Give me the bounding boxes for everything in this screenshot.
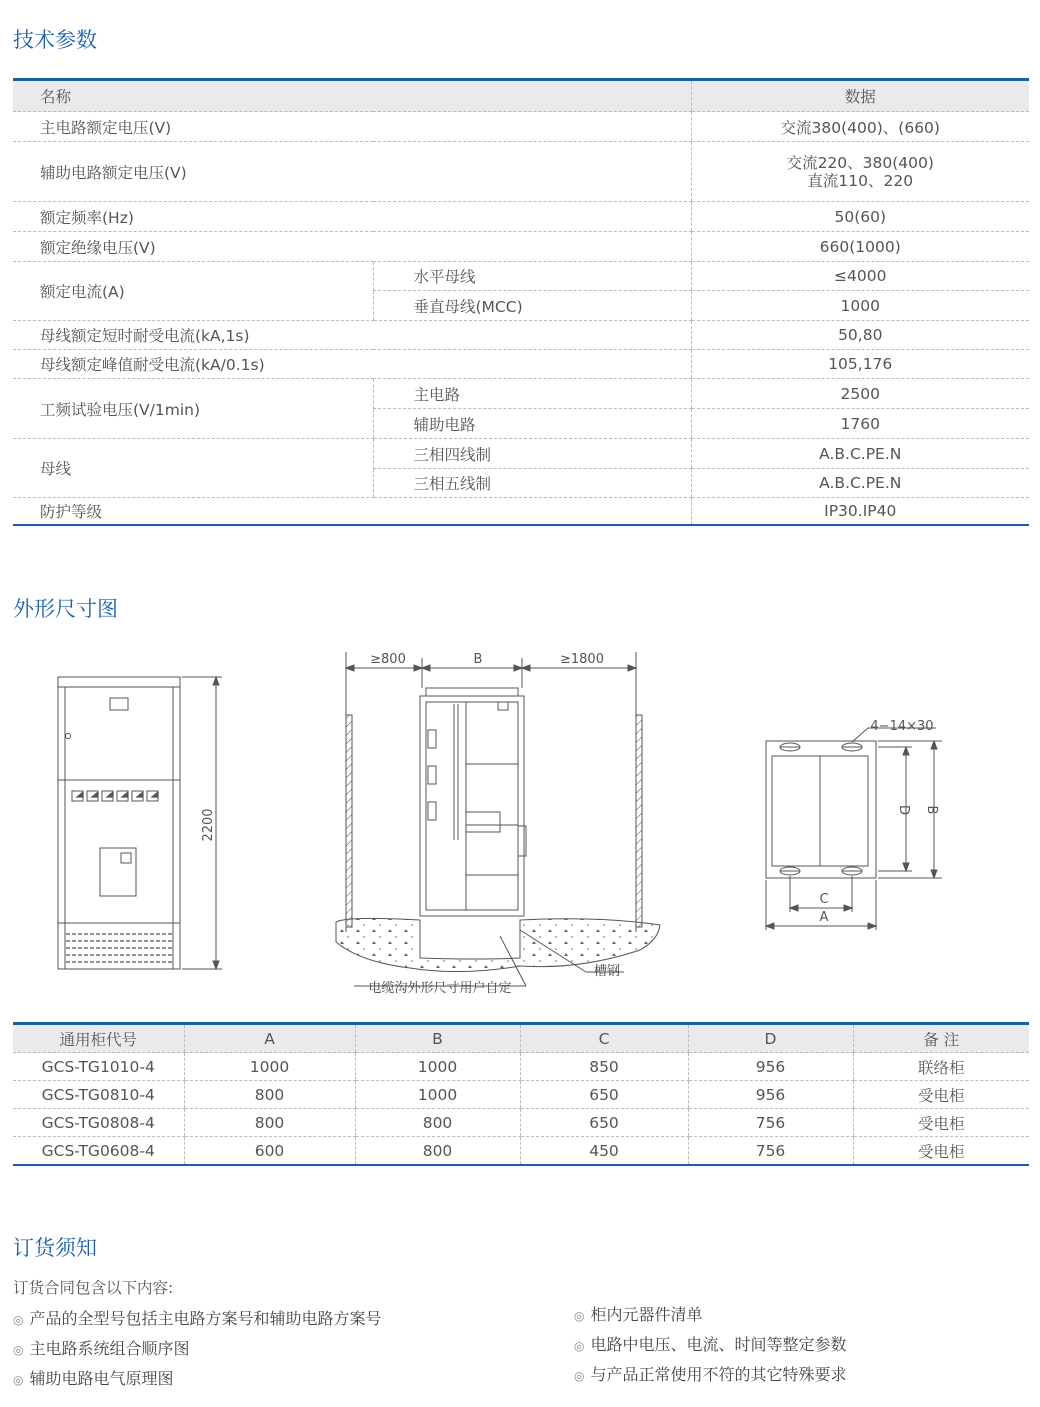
list-item-text: 柜内元器件清单 bbox=[590, 1305, 703, 1324]
cell: 受电柜 bbox=[853, 1137, 1029, 1166]
list-item-text: 辅助电路电气原理图 bbox=[29, 1369, 174, 1388]
table-row bbox=[13, 232, 1029, 262]
spec-value-ac: 交流220、380(400) bbox=[786, 153, 934, 172]
col-header: 通用柜代号 bbox=[13, 1025, 184, 1053]
spec-name: 母线 bbox=[13, 439, 373, 498]
spec-sub-label: 三相五线制 bbox=[373, 469, 691, 498]
col-header: 备 注 bbox=[853, 1025, 1029, 1053]
cell: 1000 bbox=[184, 1053, 355, 1081]
bullet-icon: ◎ bbox=[13, 1313, 24, 1327]
order-intro: 订货合同包含以下内容: bbox=[13, 1279, 174, 1297]
dim-d-label: D bbox=[896, 804, 911, 816]
cell: GCS-TG1010-4 bbox=[13, 1053, 184, 1081]
col-header: D bbox=[688, 1025, 853, 1053]
spec-value: A.B.C.PE.N bbox=[691, 469, 1029, 498]
list-item bbox=[13, 1336, 190, 1359]
cell: 1000 bbox=[355, 1081, 520, 1109]
dim-c-label: C bbox=[819, 892, 829, 907]
table-row bbox=[13, 439, 1029, 469]
spec-name: 辅助电路额定电压(V) bbox=[13, 142, 691, 202]
col-header: B bbox=[355, 1025, 520, 1053]
table-row bbox=[13, 1053, 1029, 1081]
list-item bbox=[13, 1366, 174, 1389]
spec-value bbox=[691, 142, 1029, 202]
cell: 450 bbox=[520, 1137, 688, 1166]
cell: 800 bbox=[355, 1137, 520, 1166]
cell: 600 bbox=[184, 1137, 355, 1166]
list-item-text: 产品的全型号包括主电路方案号和辅助电路方案号 bbox=[29, 1309, 382, 1328]
table-row bbox=[13, 142, 1029, 202]
section-title-specs: 技术参数 bbox=[13, 28, 97, 52]
section-title-order: 订货须知 bbox=[13, 1236, 97, 1260]
list-item-text: 与产品正常使用不符的其它特殊要求 bbox=[590, 1365, 847, 1384]
dim-b-label: B bbox=[924, 805, 939, 815]
cell: 956 bbox=[688, 1053, 853, 1081]
spec-name: 额定电流(A) bbox=[13, 262, 373, 321]
spec-name: 防护等级 bbox=[13, 498, 691, 525]
cell: GCS-TG0808-4 bbox=[13, 1109, 184, 1137]
cell: 650 bbox=[520, 1109, 688, 1137]
cabinet-side-view bbox=[336, 652, 660, 972]
list-item bbox=[574, 1302, 703, 1325]
table-row bbox=[13, 379, 1029, 409]
spec-header-name: 名称 bbox=[13, 81, 691, 112]
spec-name: 母线额定短时耐受电流(kA,1s) bbox=[13, 321, 691, 350]
bullet-icon: ◎ bbox=[13, 1373, 24, 1387]
spec-value: A.B.C.PE.N bbox=[691, 439, 1029, 469]
cell: 1000 bbox=[355, 1053, 520, 1081]
cell: 956 bbox=[688, 1081, 853, 1109]
table-row bbox=[13, 112, 1029, 142]
cabinet-plan-view bbox=[766, 728, 942, 930]
cell: 受电柜 bbox=[853, 1081, 1029, 1109]
cell: 联络柜 bbox=[853, 1053, 1029, 1081]
spec-value: 105,176 bbox=[691, 350, 1029, 379]
channel-steel-label: 槽钢 bbox=[594, 964, 621, 979]
spec-name: 母线额定峰值耐受电流(kA/0.1s) bbox=[13, 350, 691, 379]
table-row bbox=[13, 350, 1029, 379]
left-clearance-label: ≥800 bbox=[370, 652, 406, 667]
bullet-icon: ◎ bbox=[13, 1343, 24, 1357]
cell: 800 bbox=[184, 1109, 355, 1137]
bullet-icon: ◎ bbox=[574, 1339, 585, 1353]
right-clearance-label: ≥1800 bbox=[560, 652, 604, 667]
table-row bbox=[13, 1137, 1029, 1166]
dimension-drawing bbox=[0, 640, 1040, 1020]
cell: GCS-TG0810-4 bbox=[13, 1081, 184, 1109]
spec-name: 额定绝缘电压(V) bbox=[13, 232, 691, 262]
table-row bbox=[13, 498, 1029, 525]
cabinet-front-view bbox=[58, 677, 222, 969]
spec-name: 额定频率(Hz) bbox=[13, 202, 691, 232]
spec-value: 交流380(400)、(660) bbox=[691, 112, 1029, 142]
col-header: C bbox=[520, 1025, 688, 1053]
spec-sub-label: 水平母线 bbox=[373, 262, 691, 291]
col-header: A bbox=[184, 1025, 355, 1053]
cell: 850 bbox=[520, 1053, 688, 1081]
spec-value: 1760 bbox=[691, 409, 1029, 439]
dim-a-label: A bbox=[819, 910, 829, 925]
table-row bbox=[13, 262, 1029, 291]
spec-value: 50(60) bbox=[691, 202, 1029, 232]
spec-value: ≤4000 bbox=[691, 262, 1029, 291]
cell: 756 bbox=[688, 1109, 853, 1137]
spec-value: 660(1000) bbox=[691, 232, 1029, 262]
spec-value: 50,80 bbox=[691, 321, 1029, 350]
cell: 800 bbox=[355, 1109, 520, 1137]
spec-sub-label: 主电路 bbox=[373, 379, 691, 409]
table-row bbox=[13, 1081, 1029, 1109]
table-row bbox=[13, 202, 1029, 232]
dimensions-table bbox=[13, 1025, 1029, 1166]
list-item bbox=[13, 1306, 382, 1329]
spec-name: 工频试验电压(V/1min) bbox=[13, 379, 373, 439]
list-item bbox=[574, 1332, 847, 1355]
spec-sub-label: 辅助电路 bbox=[373, 409, 691, 439]
spec-value: 1000 bbox=[691, 291, 1029, 321]
cell: GCS-TG0608-4 bbox=[13, 1137, 184, 1166]
table-row bbox=[13, 1109, 1029, 1137]
spec-value-dc: 直流110、220 bbox=[807, 171, 914, 190]
width-b-label: B bbox=[473, 652, 483, 667]
bullet-icon: ◎ bbox=[574, 1369, 585, 1383]
table-row bbox=[13, 321, 1029, 350]
hole-spec-label: 4−14×30 bbox=[870, 719, 934, 734]
spec-value: IP30.IP40 bbox=[691, 498, 1029, 525]
spec-value: 2500 bbox=[691, 379, 1029, 409]
spec-sub-label: 垂直母线(MCC) bbox=[373, 291, 691, 321]
spec-table bbox=[13, 81, 1029, 526]
height-label: 2200 bbox=[201, 808, 216, 842]
spec-sub-label: 三相四线制 bbox=[373, 439, 691, 469]
cell: 650 bbox=[520, 1081, 688, 1109]
spec-header-data: 数据 bbox=[691, 81, 1029, 112]
list-item-text: 电路中电压、电流、时间等整定参数 bbox=[590, 1335, 847, 1354]
list-item bbox=[574, 1362, 847, 1385]
cell: 756 bbox=[688, 1137, 853, 1166]
spec-name: 主电路额定电压(V) bbox=[13, 112, 691, 142]
cell: 800 bbox=[184, 1081, 355, 1109]
bullet-icon: ◎ bbox=[574, 1309, 585, 1323]
section-title-dims: 外形尺寸图 bbox=[13, 597, 118, 621]
trench-note: 电缆沟外形尺寸用户自定 bbox=[368, 981, 512, 996]
list-item-text: 主电路系统组合顺序图 bbox=[29, 1339, 190, 1358]
cell: 受电柜 bbox=[853, 1109, 1029, 1137]
